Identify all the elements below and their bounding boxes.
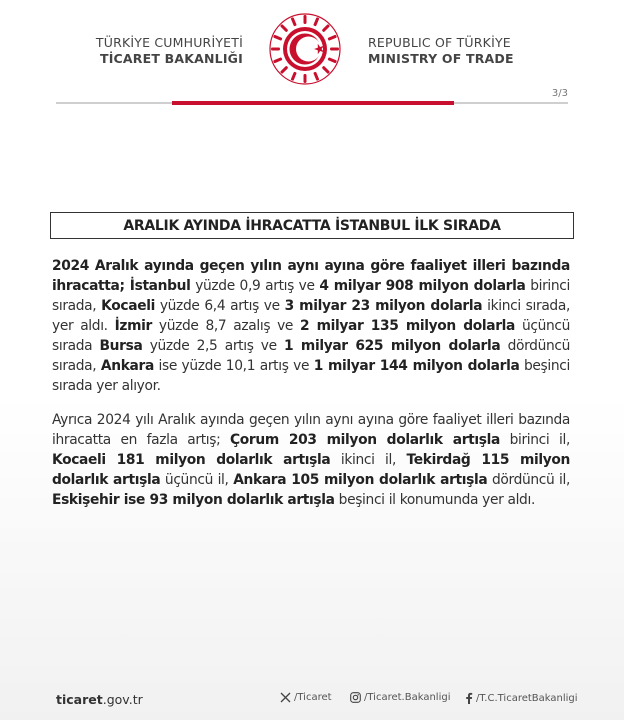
facebook-icon <box>465 692 473 704</box>
paragraph-2-segment: dördüncü il, <box>487 472 571 488</box>
paragraph-1-segment: Kocaeli <box>101 298 155 314</box>
header-accent-bar <box>172 101 454 105</box>
paragraph-1-segment: beşinci sırada yer alıyor. <box>52 358 570 394</box>
paragraph-1-segment: ise yüzde 10,1 artış ve <box>153 358 314 374</box>
paragraph-2-segment: Ankara 105 milyon dolarlık artışla <box>233 472 488 488</box>
ministry-title-en: MINISTRY OF TRADE <box>368 51 514 66</box>
republic-name-tr: TÜRKİYE CUMHURİYETİ <box>95 35 243 50</box>
paragraph-2-segment: birinci il, <box>499 432 570 448</box>
x-logo-icon <box>280 692 291 703</box>
paragraph-1-segment: dördüncü sırada, <box>52 338 570 374</box>
paragraph-2-segment: Ayrıca 2024 yılı Aralık ayında geçen yılın aynı ayına göre faaliyet illeri bazında ihracatta en fazla artış; <box>52 412 570 448</box>
x-handle: /Ticaret <box>294 692 332 703</box>
x-social-link[interactable] <box>280 692 332 703</box>
website-domain-bold: ticaret <box>56 692 103 707</box>
headline: ARALIK AYINDA İHRACATTA İSTANBUL İLK SIRADA <box>123 217 501 234</box>
paragraph-2 <box>52 410 570 510</box>
instagram-icon <box>350 692 361 703</box>
paragraph-1-segment: birinci sırada, <box>52 278 570 314</box>
website-link[interactable] <box>56 692 143 707</box>
paragraph-1-segment: 2 milyar 135 milyon dolarla <box>299 318 516 334</box>
paragraph-2-segment: Eskişehir ise 93 milyon dolarlık artışla <box>52 492 335 508</box>
paragraph-2-segment: Kocaeli 181 milyon dolarlık artışla <box>52 452 331 468</box>
paragraph-1-segment: 3 milyar 23 milyon dolarla <box>284 298 483 314</box>
paragraph-2-segment: beşinci il konumunda yer aldı. <box>334 492 535 508</box>
paragraph-2-segment: üçüncü il, <box>160 472 234 488</box>
paragraph-1-segment: 1 milyar 625 milyon dolarla <box>284 338 501 354</box>
instagram-handle: /Ticaret.Bakanligi <box>364 692 451 703</box>
headline-box <box>50 212 574 239</box>
paragraph-1-segment: 4 milyar 908 milyon dolarla <box>319 278 526 294</box>
paragraph-1 <box>52 256 570 396</box>
facebook-social-link[interactable] <box>465 692 578 704</box>
ministry-title-tr: TİCARET BAKANLIĞI <box>99 51 243 66</box>
republic-name-en: REPUBLIC OF TÜRKİYE <box>368 35 511 50</box>
paragraph-1-segment: 1 milyar 144 milyon dolarla <box>313 358 520 374</box>
paragraph-1-segment: yüzde 6,4 artış ve <box>154 298 285 314</box>
facebook-handle: /T.C.TicaretBakanligi <box>476 692 578 704</box>
ministry-emblem-icon <box>268 12 342 86</box>
paragraph-1-segment: yüzde 8,7 azalış ve <box>151 318 300 334</box>
paragraph-1-segment: yüzde 2,5 artış ve <box>142 338 284 354</box>
paragraph-1-segment: üçüncü sırada <box>52 318 570 354</box>
paragraph-1-segment: 2024 Aralık ayında geçen yılın aynı ayına göre faaliyet illeri bazında ihracatta; İstanbul <box>52 258 570 294</box>
letterhead <box>0 0 624 100</box>
paragraph-1-segment: yüzde 0,9 artış ve <box>190 278 320 294</box>
instagram-social-link[interactable] <box>350 692 450 703</box>
ministry-name-tr <box>96 35 243 67</box>
paragraph-1-segment: Bursa <box>99 338 143 354</box>
paragraph-2-segment: Tekirdağ 115 milyon dolarlık artışla <box>52 452 570 488</box>
paragraph-2-segment: Çorum 203 milyon dolarlık artışla <box>230 432 500 448</box>
website-domain-suffix: .gov.tr <box>102 692 143 707</box>
paragraph-1-segment: İzmir <box>114 318 152 334</box>
paragraph-1-segment: ikinci sırada, yer aldı. <box>52 298 570 334</box>
paragraph-1-segment: Ankara <box>100 358 154 374</box>
page-number: 3/3 <box>551 88 568 99</box>
ministry-name-en <box>368 35 514 67</box>
paragraph-2-segment: ikinci il, <box>330 452 407 468</box>
